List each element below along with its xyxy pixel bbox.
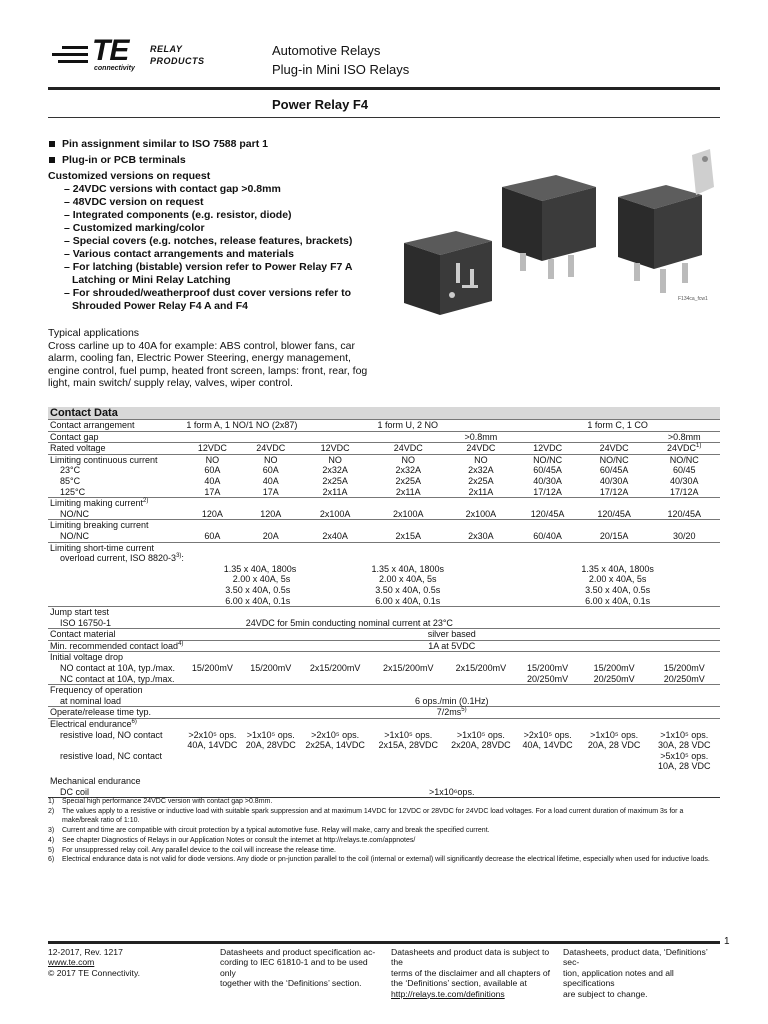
- image-caption: F134ca_fcw1: [678, 296, 708, 302]
- footer-revision: 12-2017, Rev. 1217 www.te.com © 2017 TE Connectivity.: [48, 947, 140, 978]
- table-row: overload current, ISO 8820-3$^{3)}$:: [60, 553, 184, 564]
- table-row: resistive load, NC contact >5x10⁵ ops.: [60, 750, 709, 761]
- relay-product-photo: [396, 145, 724, 315]
- custom-item: – 24VDC versions with contact gap >0.8mm: [64, 183, 281, 195]
- custom-item: – Integrated components (e.g. resistor, diode): [64, 209, 292, 221]
- table-row: at nominal load 6 ops./min (0.1Hz): [60, 695, 489, 706]
- footnote: 3) Current and time are compatible with circuit protection by a typical automotive fuse. Relay will make, carry and break the specified current.: [48, 827, 490, 835]
- table-row: 10A, 28 VDC: [657, 761, 711, 772]
- title-rule: [48, 117, 720, 118]
- table-row: NO/NC 120A 120A 2x100A 2x100A 2x100A 120/45A 120/45A 120/45A: [60, 508, 701, 519]
- footer-note-specification: Datasheets and product specification ac- cording to IEC 61810-1 and to be used only together with the ‘Definitions’ section.: [220, 947, 376, 989]
- table-row: resistive load, NO contact >2x10⁵ ops. >1x10⁵ ops. >2x10⁵ ops. >1x10⁵ ops. >1x10⁵ ops. >2x10⁵ ops. >1x10⁵ ops. >1x10⁵ ops.: [60, 729, 709, 740]
- applications-heading: Typical applications: [48, 327, 140, 339]
- footer-note-disclaimer: Datasheets and product data is subject to the terms of the disclaimer and all chapters of the ‘Definitions’ section, available at http://relays.te.com/definitions: [391, 947, 551, 999]
- table-row: Operate/release time typ. $7/2ms^{5)}$: [48, 707, 720, 719]
- table-row: Contact arrangement 1 form A, 1 NO/1 NO (2x87) 1 form U, 2 NO 1 form C, 1 CO: [48, 420, 720, 432]
- footnotes: [48, 797, 720, 865]
- contact-data-table: [48, 419, 720, 797]
- table-row: Limiting continuous current NO NO NO NO NO NO/NC NO/NC NO/NC: [48, 454, 720, 465]
- table-row: 125°C 17A 17A 2x11A 2x11A 2x11A 17/12A 17/12A 17/12A: [60, 486, 699, 497]
- custom-heading: Customized versions on request: [48, 170, 211, 182]
- applications-text: Cross carline up to 40A for example: ABS control, blower fans, car alarm, cooling fan, Electric Power Steering, energy management, engine control, fuel pump, heated front screen, lamps: front, rear, fog light, main switch/ supply relay, valves, wiper control.: [48, 339, 368, 389]
- footnote: 5) For unsuppressed relay coil. Any parallel device to the coil will increase the release time.: [48, 846, 336, 854]
- custom-item: – Customized marking/color: [64, 222, 205, 234]
- page-number: 1: [724, 936, 730, 947]
- footnote: 2) The values apply to a resistive or inductive load with suitable spark suppression and at maximum 14VDC for 12VDC or 28VDC for 24VDC load voltages. For a load current duration of maximum 3s for a make/break ratio of 1:10.: [48, 807, 684, 825]
- table-row: 3.50 x 40A, 0.5s 3.50 x 40A, 0.5s 3.50 x 40A, 0.5s: [225, 584, 651, 595]
- table-row: Contact material silver based: [48, 629, 720, 641]
- table-row: Rated voltage 12VDC 24VDC 12VDC 24VDC 24VDC 12VDC 24VDC 24VDC$^{1)}$: [48, 443, 720, 455]
- footer-rule: [48, 941, 720, 944]
- custom-item: – For shrouded/weatherproof dust cover versions refer to Shrouded Power Relay F4 A and F4: [64, 287, 352, 312]
- table-row: Mechanical endurance: [50, 776, 141, 786]
- table-row: 85°C 40A 40A 2x25A 2x25A 2x25A 40/30A 40/30A 40/30A: [60, 475, 699, 486]
- logo-text: TE: [92, 34, 129, 67]
- custom-item: – Various contact arrangements and materials: [64, 248, 294, 260]
- table-row: Electrical endurance$^{6)}$: [48, 719, 720, 730]
- page-title: Power Relay F4: [272, 97, 369, 112]
- table-row: DC coil >1x10⁶ops.: [60, 786, 475, 797]
- table-row: NC contact at 10A, typ./max. 20/250mV 20/250mV 20/250mV: [60, 673, 705, 684]
- table-row: Frequency of operation: [48, 685, 720, 696]
- table-row: 1.35 x 40A, 1800s 1.35 x 40A, 1800s 1.35 x 40A, 1800s: [223, 563, 654, 574]
- section-header-contact-data: Contact Data: [48, 407, 720, 419]
- logo-subtext: connectivity: [94, 65, 135, 72]
- table-row: Limiting making current$^{2)}$: [48, 498, 720, 509]
- table-row: 40A, 14VDC 20A, 28VDC 2x25A, 14VDC 2x15A, 28VDC 2x20A, 28VDC 40A, 14VDC 20A, 28 VDC 30A, 28 VDC: [187, 740, 711, 751]
- table-row: 6.00 x 40A, 0.1s 6.00 x 40A, 0.1s 6.00 x 40A, 0.1s: [225, 595, 651, 606]
- footnote: 4) See chapter Diagnostics of Relays in our Application Notes or consult the internet at http://relays.te.com/appnotes/: [48, 836, 416, 844]
- table-row: 23°C 60A 60A 2x32A 2x32A 2x32A 60/45A 60/45A 60/45: [60, 465, 696, 476]
- table-row: Limiting breaking current: [48, 520, 720, 531]
- table-row: NO/NC 60A 20A 2x40A 2x15A 2x30A 60/40A 20/15A 30/20: [60, 530, 696, 541]
- brand-label: RELAY PRODUCTS: [150, 44, 205, 66]
- footnote: 6) Electrical endurance data is not valid for diode versions. Any diode or pn-junction parallel to the coil (internal or external) will significantly decrease the electrical lifetime, especially when used for inductive loads.: [48, 856, 710, 864]
- feature-bullet: Pin assignment similar to ISO 7588 part 1: [48, 138, 378, 151]
- table-row: Contact gap >0.8mm >0.8mm: [48, 431, 720, 443]
- website-link[interactable]: www.te.com: [48, 957, 95, 968]
- header-rule: [48, 87, 720, 90]
- table-row: Jump start test: [48, 607, 720, 618]
- custom-item: – For latching (bistable) version refer to Power Relay F7 A Latching or Mini Relay Latching: [64, 261, 353, 286]
- table-row: Min. recommended contact load$^{4)}$ 1A at 5VDC: [48, 640, 720, 652]
- feature-list: [48, 138, 378, 313]
- custom-item: – Special covers (e.g. notches, release features, brackets): [64, 235, 353, 247]
- table-row: 2.00 x 40A, 5s 2.00 x 40A, 5s 2.00 x 40A, 5s: [232, 574, 647, 585]
- table-row: Limiting short-time current: [48, 542, 720, 553]
- table-row: Initial voltage drop: [48, 652, 720, 663]
- table-row: ISO 16750-1 24VDC for 5min conducting nominal current at 23°C: [60, 617, 453, 628]
- definitions-link[interactable]: http://relays.te.com/definitions: [391, 988, 505, 999]
- logo-stripes-icon: [48, 44, 92, 66]
- footer-note-change: Datasheets, product data, ‘Definitions’ sec- tion, application notes and all specifications are subject to change.: [563, 947, 708, 999]
- custom-item: – 48VDC version on request: [64, 196, 204, 208]
- feature-bullet: Plug-in or PCB terminals: [48, 154, 378, 167]
- footnote: 1) Special high performance 24VDC version with contact gap >0.8mm.: [48, 798, 273, 805]
- typical-applications: [48, 327, 368, 390]
- table-row: NO contact at 10A, typ./max. 15/200mV 15/200mV 2x15/200mV 2x15/200mV 2x15/200mV 15/200mV 15/200mV 15/200mV: [60, 663, 705, 674]
- document-category: Automotive Relays Plug-in Mini ISO Relays: [272, 43, 410, 77]
